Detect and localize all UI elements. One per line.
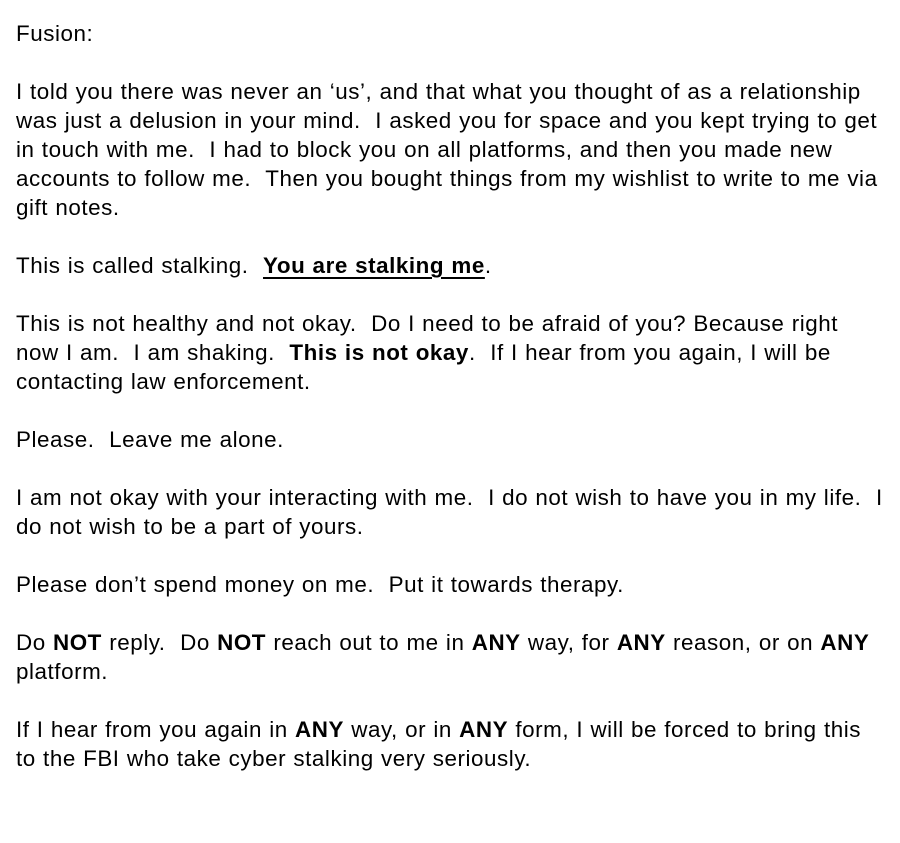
paragraph-do-not-reply: [16, 628, 886, 686]
do-not-reply-text-3: reach out to me in: [266, 630, 472, 655]
fbi-warning-text-2: way, or in: [343, 717, 460, 742]
emphasis-any-1: ANY: [471, 630, 521, 655]
emphasis-not-2: NOT: [217, 630, 267, 655]
stalking-lead-text: This is called stalking.: [16, 253, 264, 278]
do-not-reply-text-2: reply. Do: [101, 630, 218, 655]
stalking-emphasis: You are stalking me: [263, 253, 485, 278]
emphasis-any-2: ANY: [616, 630, 666, 655]
not-okay-lead-text: This is not healthy and not okay. Do I need to be afraid of you? Because right now I am. I am shaking.: [16, 311, 846, 365]
paragraph-leave-alone: Please. Leave me alone.: [16, 427, 284, 452]
do-not-reply-text-4: way, for: [520, 630, 617, 655]
fbi-warning-text-1: If I hear from you again in: [16, 717, 296, 742]
do-not-reply-text-5: reason, or on: [665, 630, 821, 655]
paragraph-therapy: Please don’t spend money on me. Put it towards therapy.: [16, 572, 624, 597]
emphasis-not-1: NOT: [53, 630, 102, 655]
letter-document: [16, 19, 890, 773]
stalking-tail-text: .: [484, 253, 492, 278]
salutation: Fusion:: [16, 21, 94, 46]
do-not-reply-text-1: Do: [16, 630, 53, 655]
paragraph-no-interaction: I am not okay with your interacting with me. I do not wish to have you in my life. I do not wish to be a part of yours.: [16, 485, 890, 539]
fbi-warning-text-3: form, I will be forced to bring this to the FBI who take cyber stalking very seriously.: [16, 717, 869, 771]
emphasis-any-3: ANY: [820, 630, 870, 655]
do-not-reply-text-6: platform.: [16, 630, 877, 684]
paragraph-relationship: I told you there was never an ‘us’, and that what you thought of as a relationship was just a delusion in your mind. I asked you for space and you kept trying to get in touch with me. I had to block you on all platforms, and then you made new accounts to follow me. Then you bought things from my wishlist to write to me via gift notes.: [16, 79, 885, 220]
not-okay-emphasis: This is not okay: [289, 340, 469, 365]
emphasis-any-4: ANY: [295, 717, 344, 742]
paragraph-stalking: [16, 251, 886, 280]
not-okay-tail-text: . If I hear from you again, I will be contacting law enforcement.: [16, 340, 839, 394]
paragraph-not-okay: [16, 309, 886, 396]
paragraph-fbi-warning: [16, 715, 886, 773]
emphasis-any-5: ANY: [459, 717, 509, 742]
